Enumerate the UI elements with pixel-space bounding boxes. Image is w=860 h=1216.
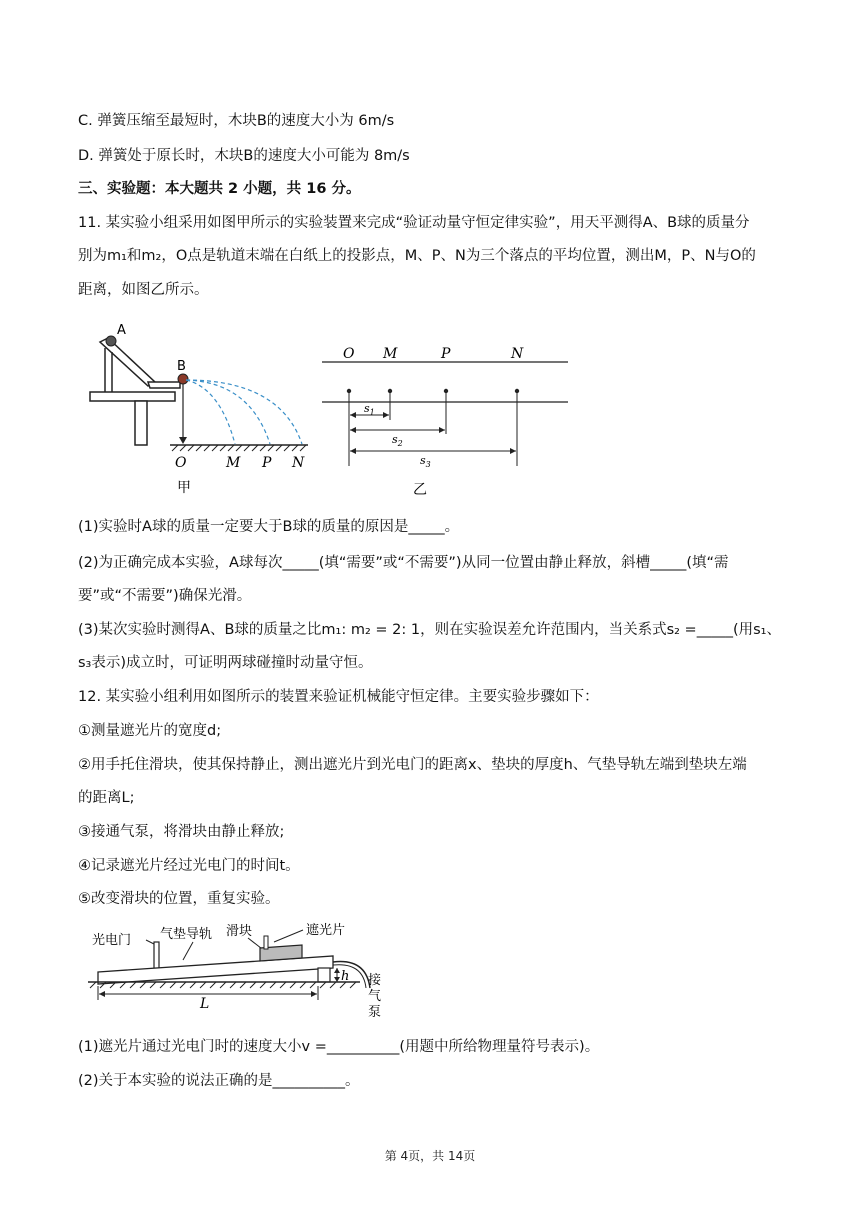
label-slider: 滑块 xyxy=(226,924,253,939)
option-c: C. 弹簧压缩至最短时，木块B的速度大小为 6m/s xyxy=(78,113,395,129)
label-h: h xyxy=(341,969,350,984)
label-m: M xyxy=(226,455,241,471)
label-l: L xyxy=(200,996,210,1012)
yi-label-o: O xyxy=(343,346,355,362)
q12-step-2b: 的距离L; xyxy=(78,790,135,806)
yi-label-n: N xyxy=(511,346,524,362)
label-o: O xyxy=(175,455,187,471)
q12-step-2a: ②用手托住滑块，使其保持静止，测出遮光片到光电门的距离x、垫块的厚度h、气垫导轨左端到垫块左端 xyxy=(78,757,747,773)
option-d: D. 弹簧处于原长时，木块B的速度大小可能为 8m/s xyxy=(78,148,410,164)
figure-jia xyxy=(90,323,308,496)
q11-part-1: (1)实验时A球的质量一定要大于B球的质量的原因是_____。 xyxy=(78,519,460,535)
figure-air-track xyxy=(88,918,398,1022)
q12-part-1: (1)遮光片通过光电门时的速度大小v =__________(用题中所给物理量符号表示)。 xyxy=(78,1039,600,1055)
label-pump-3: 泵 xyxy=(368,1005,382,1020)
q12-step-3: ③接通气泵，将滑块由静止释放; xyxy=(78,824,285,840)
q12-step-1: ①测量遮光片的宽度d; xyxy=(78,723,222,739)
label-air-rail: 气垫导轨 xyxy=(160,927,213,942)
page-footer: 第 4页，共 14页 xyxy=(384,1149,476,1163)
q12-part-2: (2)关于本实验的说法正确的是__________。 xyxy=(78,1073,360,1089)
q12-step-4: ④记录遮光片经过光电门的时间t。 xyxy=(78,858,300,874)
s2-label: $s_2$ xyxy=(392,433,403,448)
q11-part-3a: (3)某次实验时测得A、B球的质量之比m₁: m₂ = 2: 1，则在实验误差允许范围内，当关系式s₂ =_____(用s₁、 xyxy=(78,622,781,638)
label-pump-2: 气 xyxy=(368,989,382,1004)
q11-line-1: 11. 某实验小组采用如图甲所示的实验装置来完成“验证动量守恒定律实验”，用天平测得A、B球的质量分 xyxy=(78,215,750,231)
section-heading: 三、实验题：本大题共 2 小题，共 16 分。 xyxy=(78,181,361,197)
q11-part-2a: (2)为正确完成本实验，A球每次_____(填“需要”或“不需要”)从同一位置由静止释放，斜槽_____(填“需 xyxy=(78,555,729,571)
caption-yi: 乙 xyxy=(413,482,427,498)
label-photogate: 光电门 xyxy=(92,933,132,948)
q12-line-1: 12. 某实验小组利用如图所示的装置来验证机械能守恒定律。主要实验步骤如下： xyxy=(78,689,599,705)
q11-part-3b: s₃表示)成立时，可证明两球碰撞时动量守恒。 xyxy=(78,655,373,671)
figure-yi xyxy=(322,346,568,498)
label-n: N xyxy=(292,455,305,471)
q12-step-5: ⑤改变滑块的位置，重复实验。 xyxy=(78,891,280,907)
label-b: B xyxy=(177,359,186,374)
s1-label: $s_1$ xyxy=(364,402,375,417)
label-pump-1: 接 xyxy=(368,973,382,988)
s3-label: $s_3$ xyxy=(420,454,431,469)
caption-jia: 甲 xyxy=(177,480,191,496)
q11-line-3: 距离，如图乙所示。 xyxy=(78,282,209,298)
yi-label-m: M xyxy=(383,346,398,362)
q11-line-2: 别为m₁和m₂，O点是轨道末端在白纸上的投影点，M、P、N为三个落点的平均位置，测出M，P、N与O的 xyxy=(78,248,756,264)
label-shade: 遮光片 xyxy=(306,923,346,938)
label-a: A xyxy=(117,323,126,338)
yi-label-p: P xyxy=(441,346,451,362)
figure-jia-yi xyxy=(80,320,580,500)
label-p: P xyxy=(262,455,272,471)
q11-part-2b: 要”或“不需要”)确保光滑。 xyxy=(78,588,252,604)
